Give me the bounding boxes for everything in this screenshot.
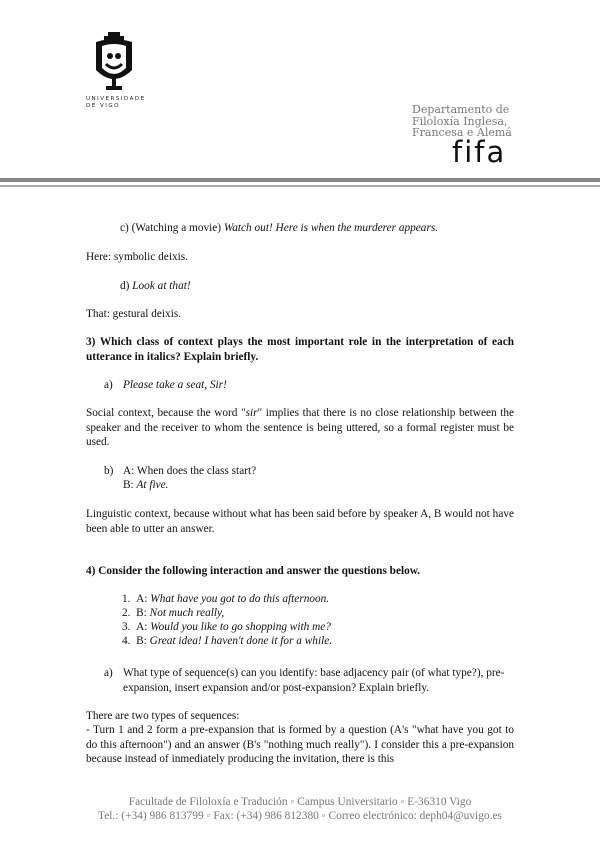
symbolic-deixis-line: Here: symbolic deixis. <box>86 251 188 263</box>
q4-item-a-text: What type of sequence(s) can you identify: base adjacency pair (of what type?), pre-expansion, insert expansion and/or post-expansion? Explain briefly. <box>123 667 505 694</box>
footer-address: Facultade de Filoloxía e Tradución ◦ Campus Universitario ◦ E-36310 Vigo <box>128 796 472 808</box>
item-c: c) (Watching a movie) Watch out! Here is when the murderer appears. <box>120 222 439 234</box>
q3-item-a-text: Please take a seat, Sir! <box>123 379 227 391</box>
item-d: d) Look at that! <box>120 280 191 292</box>
question-3: 3) Which class of context plays the most important role in the interpretation of each utterance in italics? Explain briefly. <box>86 336 514 363</box>
list-item: 2. B: Not much really, <box>122 607 225 619</box>
q3-item-b-label: b) <box>104 465 114 477</box>
header-divider-thin <box>0 185 600 187</box>
footer-contact: Tel.: (+34) 986 813799 ◦ Fax: (+34) 986 812380 ◦ Correo electrónico: deph04@uvigo.es <box>98 810 502 822</box>
answer-paragraph: - Turn 1 and 2 form a pre-expansion that is formed by a question (A's "what have you got to do this afternoon") and an answer (B's "nothing much really"). I consider this a pre-expansion because instead of inmediately producing the invitation, there is this <box>86 724 514 766</box>
q3-item-b-line1: A: When does the class start? <box>123 465 257 477</box>
university-name: UNIVERSIDADE DE VIGO <box>86 96 146 109</box>
list-item: 4. B: Great idea! I haven't done it for a while. <box>122 635 333 647</box>
department-name: Departamento de Filoloxía Inglesa, Francesa e Alemá <box>412 103 512 139</box>
q3-item-b-line2: B: At five. <box>123 479 169 491</box>
q3-item-a-label: a) <box>104 379 113 391</box>
q3-answer-a: Social context, because the word "sir" implies that there is no close relationship between the speaker and the receiver to whom the sentence is being uttered, so a formal register must be used. <box>86 407 515 449</box>
list-item: 1. A: What have you got to do this afternoon. <box>122 593 330 605</box>
q4-item-a-label: a) <box>104 667 113 679</box>
q3-answer-b: Linguistic context, because without what has been said before by speaker A, B would not have been able to utter an answer. <box>86 508 514 535</box>
question-4: 4) Consider the following interaction and answer the questions below. <box>86 565 421 577</box>
header-divider <box>0 178 600 182</box>
list-item: 3. A: Would you like to go shopping with me? <box>122 621 331 633</box>
gestural-deixis-line: That: gestural deixis. <box>86 308 182 320</box>
department-logo: fifa <box>452 135 507 169</box>
answer-intro: There are two types of sequences: <box>86 710 240 722</box>
